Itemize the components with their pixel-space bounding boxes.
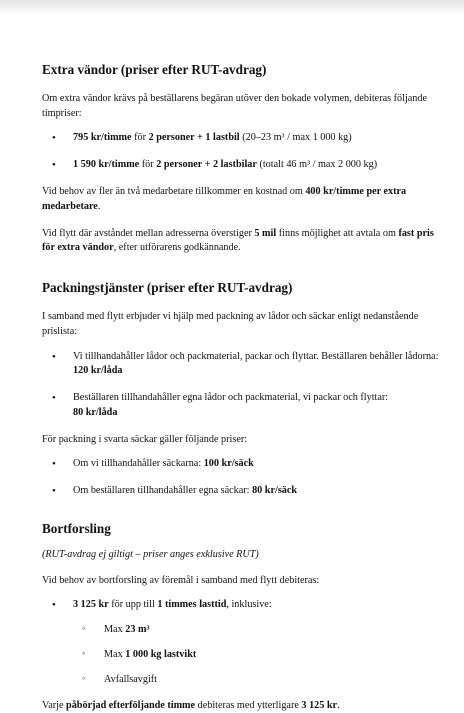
sub-list-item: ◦ Max 23 m³ xyxy=(42,623,447,638)
extra-intro: Om extra vändor krävs på beställarens begäran utöver den bokade volymen, debiteras följande timpriser: xyxy=(42,92,447,122)
top-shadow xyxy=(0,0,464,14)
extra-distance-paragraph: Vid flytt där avståndet mellan adresserna överstiger 5 mil finns möjlighet att avtala om fast pris för extra vändor, efter utförarens godkännande. xyxy=(42,227,447,257)
removal-intro: Vid behov av bortforsling av föremål i samband med flytt debiteras: xyxy=(42,574,447,589)
removal-final-paragraph: Varje påbörjad efterföljande timme debiteras med ytterligare 3 125 kr. xyxy=(42,699,447,713)
list-item: • 795 kr/timme för 2 personer + 1 lastbil (20–23 m³ / max 1 000 kg) xyxy=(42,131,447,146)
sub-list-item: ◦ Avfallsavgift xyxy=(42,673,447,688)
extra-staff-paragraph: Vid behov av fler än två medarbetare tillkommer en kostnad om 400 kr/timme per extra medarbetare. xyxy=(42,185,447,215)
document-page xyxy=(42,62,447,713)
removal-note: (RUT-avdrag ej giltigt – priser anges exklusive RUT) xyxy=(42,548,447,563)
heading-packing: Packningstjänster (priser efter RUT-avdrag) xyxy=(42,280,447,296)
list-item: • 3 125 kr för upp till 1 timmes lasttid, inklusive: xyxy=(42,598,447,613)
removal-sublist xyxy=(42,623,447,687)
extra-price-list xyxy=(42,131,447,173)
heading-extra-trips: Extra vändor (priser efter RUT-avdrag) xyxy=(42,62,447,78)
heading-removal: Bortforsling xyxy=(42,521,447,537)
list-item: • Om vi tillhandahåller säckarna: 100 kr/säck xyxy=(42,457,447,472)
packing-box-list xyxy=(42,350,447,421)
sub-list-item: ◦ Max 1 000 kg lastvikt xyxy=(42,648,447,663)
list-item: • 1 590 kr/timme för 2 personer + 2 lastbilar (totalt 46 m³ / max 2 000 kg) xyxy=(42,158,447,173)
packing-intro: I samband med flytt erbjuder vi hjälp med packning av lådor och säckar enligt nedanstående prislista: xyxy=(42,310,447,340)
list-item: • Vi tillhandahåller lådor och packmaterial, packar och flyttar. Beställaren behåller lådorna: 120 kr/låda xyxy=(42,350,447,380)
removal-list xyxy=(42,598,447,613)
sacks-intro: För packning i svarta säckar gäller följande priser: xyxy=(42,433,447,448)
list-item: • Beställaren tillhandahåller egna lådor och packmaterial, vi packar och flyttar: 80 kr/låda xyxy=(42,391,447,421)
list-item: • Om beställaren tillhandahåller egna säckar: 80 kr/säck xyxy=(42,484,447,499)
packing-sack-list xyxy=(42,457,447,499)
